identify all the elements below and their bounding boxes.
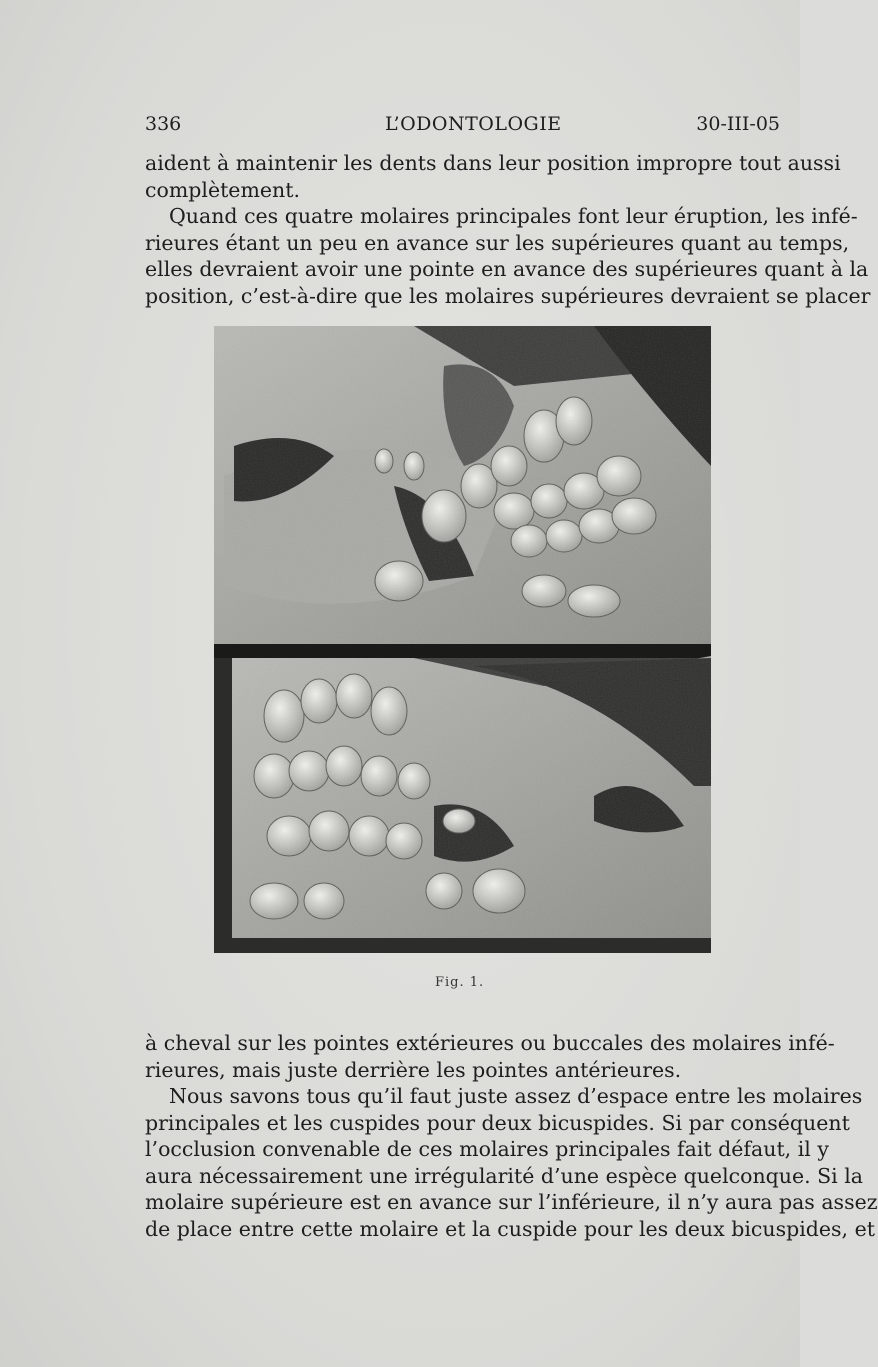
- text-line: molaire supérieure est en avance sur l’inférieure, il n’y aura pas assez: [145, 1190, 878, 1215]
- paragraph-eruption: [145, 203, 871, 309]
- text-line: rieures, mais juste derrière les pointes antérieures.: [145, 1057, 682, 1082]
- lower-jaw-view: [232, 656, 711, 938]
- text-line: Nous savons tous qu’il faut juste assez d’espace entre les molaires: [169, 1084, 863, 1108]
- journal-title: L’ODONTOLOGIE: [385, 113, 562, 135]
- page-number: 336: [145, 113, 182, 135]
- running-header: [145, 113, 780, 143]
- paragraph-position: [145, 1030, 835, 1083]
- dental-photograph-figure: [214, 326, 711, 953]
- text-line: à cheval sur les pointes extérieures ou buccales des molaires infé-: [145, 1031, 835, 1055]
- paragraph-continuation: [145, 150, 841, 203]
- text-line: principales et les cuspides pour deux bicuspides. Si par conséquent: [145, 1110, 850, 1135]
- text-line: rieures étant un peu en avance sur les supérieures quant au temps,: [145, 230, 850, 255]
- text-line: aident à maintenir les dents dans leur position impropre tout aussi: [145, 151, 841, 175]
- text-line: l’occlusion convenable de ces molaires principales fait défaut, il y: [145, 1137, 829, 1162]
- issue-date: 30-III-05: [696, 113, 780, 135]
- text-line: complètement.: [145, 177, 300, 202]
- text-line: position, c’est-à-dire que les molaires supérieures devraient se placer: [145, 283, 871, 308]
- text-line: aura nécessairement une irrégularité d’une espèce quelconque. Si la: [145, 1163, 864, 1188]
- figure-caption: Fig. 1.: [435, 975, 485, 990]
- jaw-photograph: [214, 326, 711, 953]
- text-line: elles devraient avoir une pointe en avance des supérieures quant à la: [145, 257, 869, 282]
- text-line: Quand ces quatre molaires principales font leur éruption, les infé-: [169, 204, 858, 228]
- paragraph-space: [145, 1083, 878, 1243]
- upper-jaw-view: [214, 326, 711, 644]
- text-line: de place entre cette molaire et la cuspide pour les deux bicuspides, et: [145, 1216, 875, 1241]
